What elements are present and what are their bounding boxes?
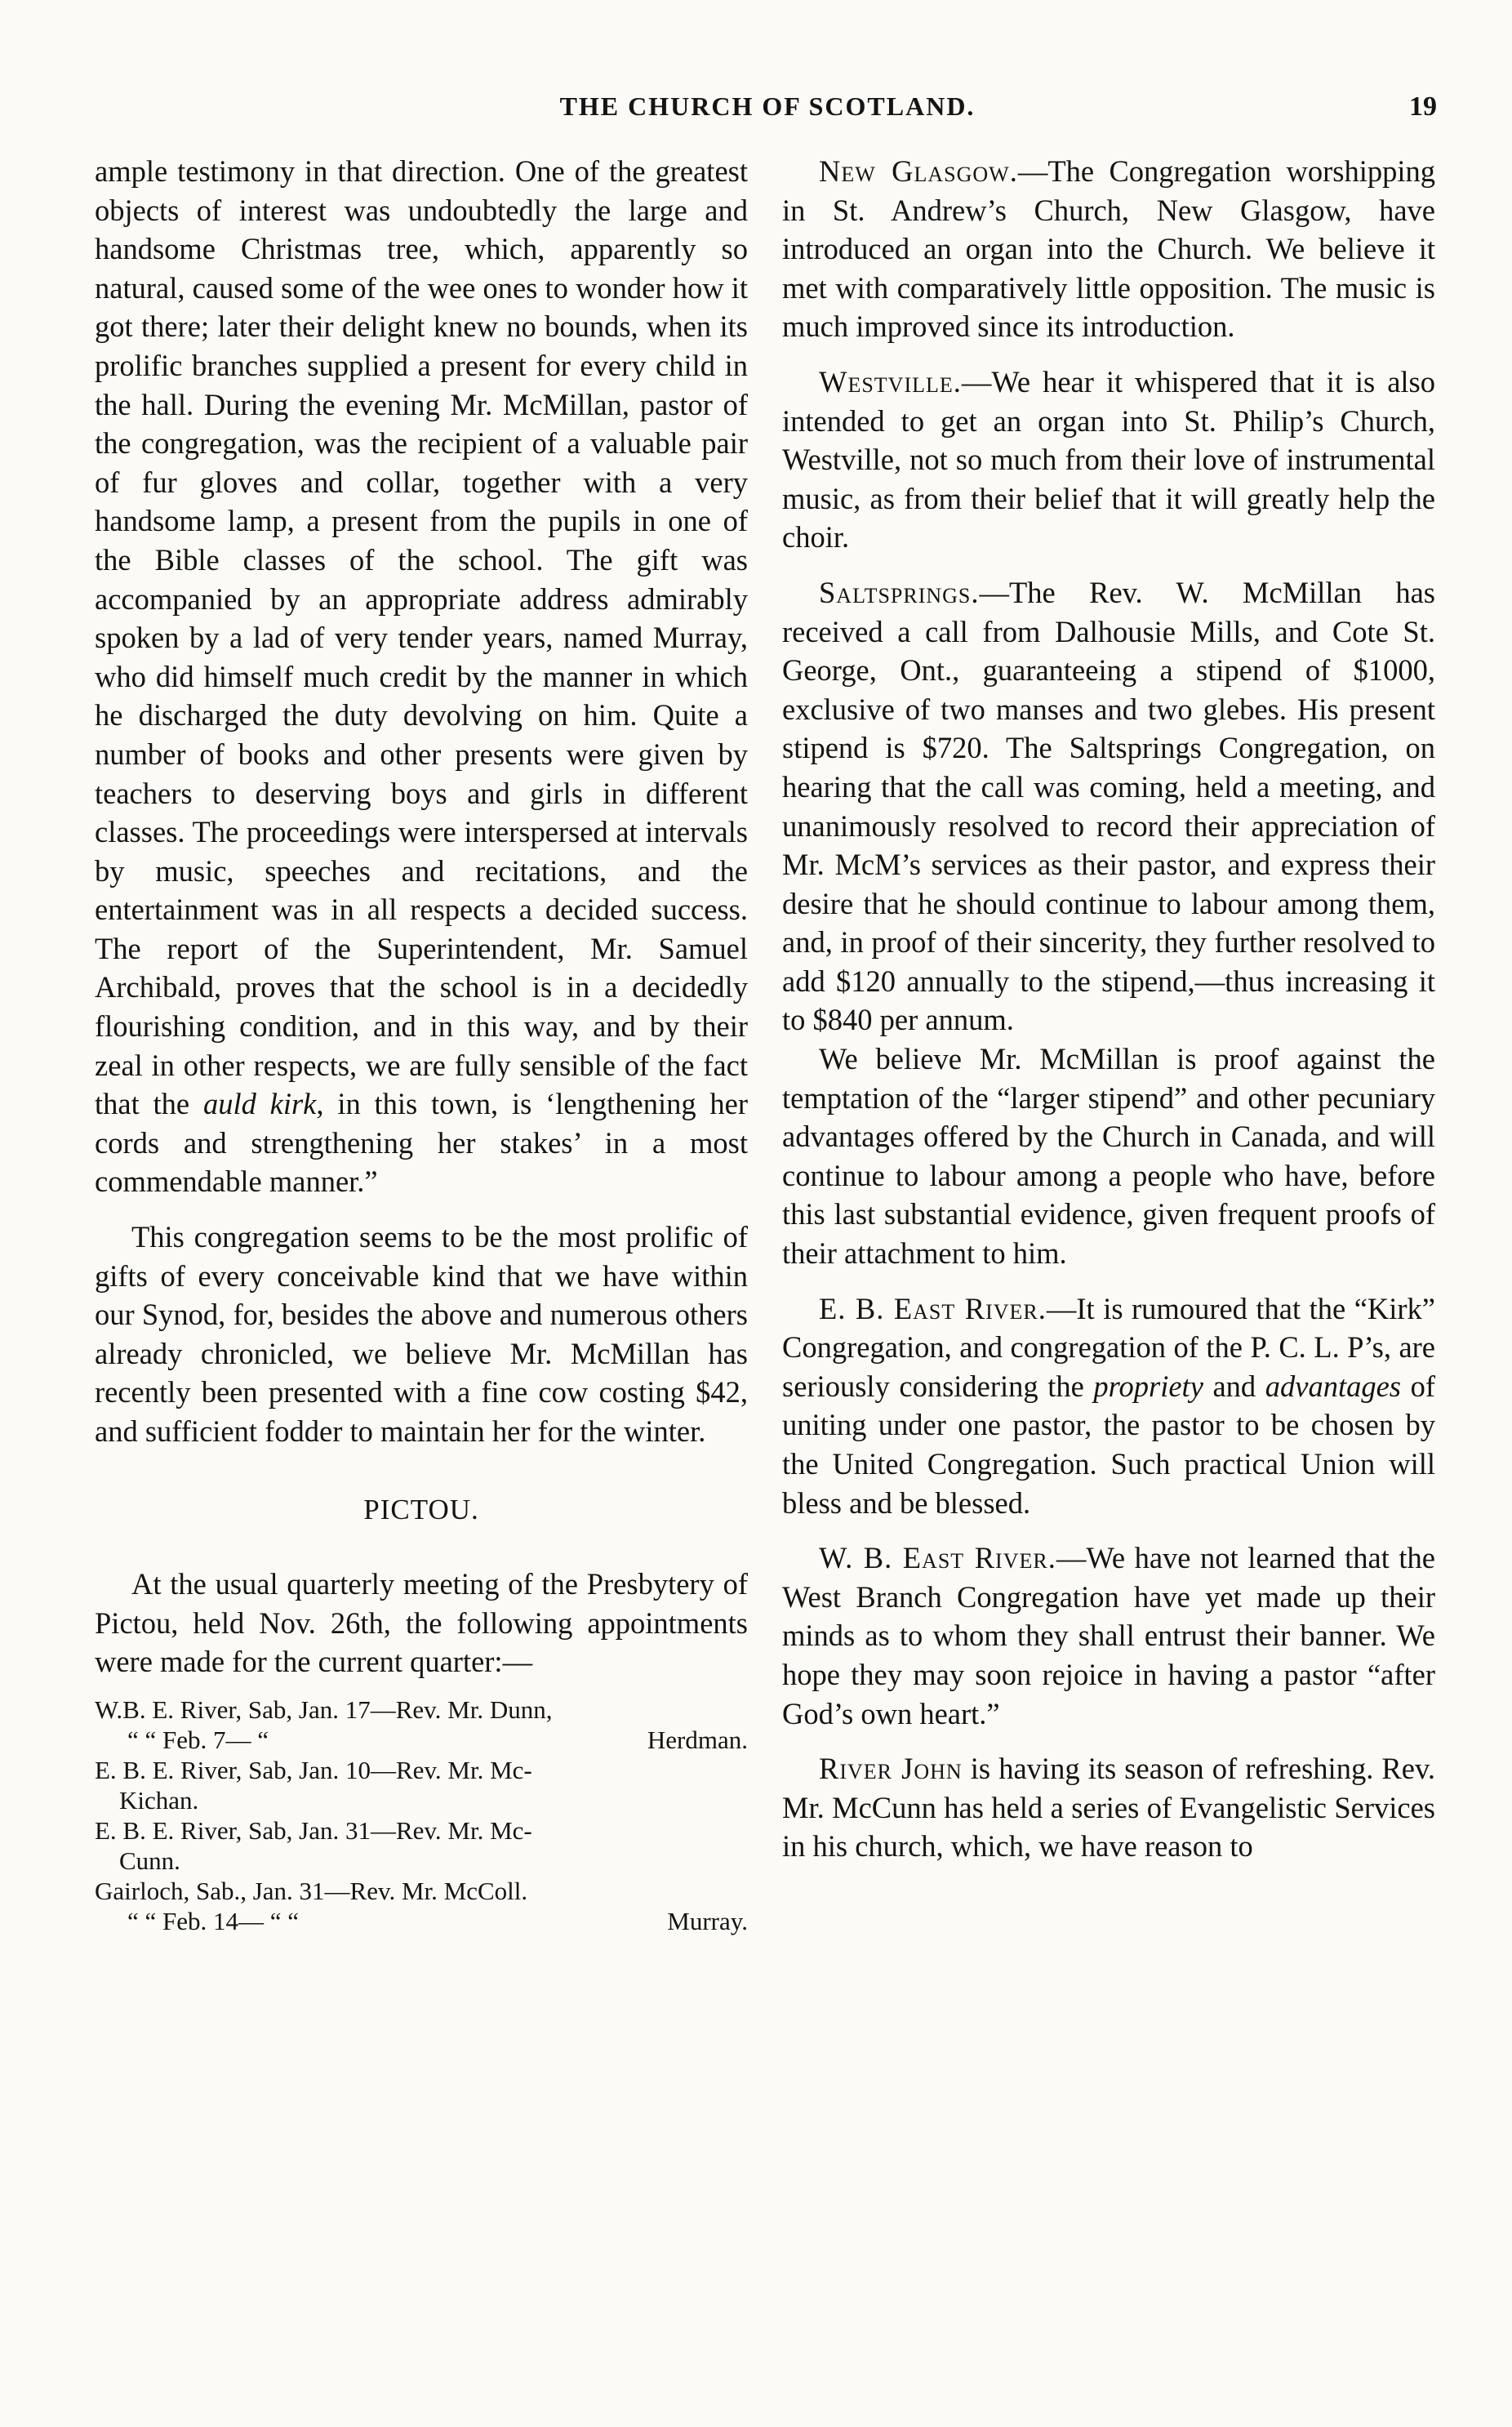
- running-head: [98, 91, 1437, 132]
- paragraph-text: —We hear it whispered that it is also intended to get an organ into St. Philip’s Church, Westville, not so much from their love of instrumental music, as from their belief that it will greatly help the choir.: [782, 364, 1435, 554]
- place-name: New Glasgow.: [819, 154, 1018, 188]
- paragraph-text: is having its season of refreshing. Rev. Mr. McCunn has held a series of Evangelistic Services in his church, which, we have reason to: [782, 1752, 1435, 1864]
- paragraph-river-john: [782, 1749, 1435, 1866]
- place-name: W. B. East River.: [819, 1541, 1056, 1575]
- appointment-line: “ “ Feb. 14— “ “ Murray.: [127, 1906, 748, 1935]
- place-name: Westville.: [819, 364, 962, 399]
- place-name: Saltsprings.: [819, 575, 980, 609]
- paragraph-eb-east-river: [782, 1289, 1435, 1523]
- paragraph-text: ample testimony in that direction. One of the greatest objects of interest was undoubtedly the large and handsome Christmas tree, which, apparently so natural, caused some of the wee ones to wonder how it got there; later their delight knew no bounds, when its prolific branches supplied a present for every child in the hall. During the evening Mr. McMillan, pastor of the congregation, was the recipient of a valuable pair of fur gloves and collar, together with a very handsome lamp, a present from the pupils in one of the Bible classes of the school. The gift was accompanied by an appropriate address admirably spoken by a lad of very tender years, named Murray, who did himself much credit by the manner in which he discharged the duty devolving on him. Quite a number of books and other presents were given by teachers to deserving boys and girls in different classes. The proceedings were interspersed at intervals by music, speeches and recitations, and the entertainment was in all respects a decided success. The report of the Superintendent, Mr. Samuel Archibald, proves that the school is in a decidedly flourishing condition, and in this way, and by their zeal in other respects, we are fully sensible of the fact that the: [95, 154, 748, 1121]
- italic-text: propriety: [1093, 1369, 1203, 1403]
- paragraph-christmas-tree: [95, 152, 748, 1201]
- paragraph-text: and: [1203, 1369, 1265, 1403]
- left-column: [95, 152, 748, 1936]
- paragraph-westville: [782, 363, 1435, 557]
- paragraph-congregation: This congregation seems to be the most prolific of gifts of every conceivable kind that we have within our Synod, for, besides the above and numerous others already chronicled, we believe Mr. McMillan has recently been presented with a fine cow costing $42, and sufficient fodder to maintain her for the winter.: [95, 1220, 748, 1448]
- paragraph-saltsprings: [782, 573, 1435, 1040]
- paragraph-wb-east-river: [782, 1539, 1435, 1733]
- appointments-list: [95, 1694, 748, 1936]
- paragraph-text: —The Rev. W. McMillan has received a call from Dalhousie Mills, and Cote St. George, Ont., guaranteeing a stipend of $1000, exclusive of two manses and two glebes. His present stipend is $720. The Saltsprings Congregation, on hearing that the call was coming, held a meeting, and unanimously resolved to record their appreciation of Mr. McM’s services as their pastor, and express their desire that he should continue to labour among them, and, in proof of their sincerity, they further resolved to add $120 annually to the stipend,—thus increasing it to $840 per annum.: [782, 575, 1435, 1037]
- italic-text: advantages: [1265, 1369, 1402, 1403]
- paragraph-text: , in this town, is ‘lengthening her cords and strengthening her stakes’ in a most commendable manner.”: [95, 1087, 749, 1199]
- section-heading-pictou: PICTOU.: [363, 1493, 479, 1525]
- appointment-line: Gairloch, Sab., Jan. 31—Rev. Mr. McColl.: [95, 1876, 528, 1905]
- paragraph-presbytery-meeting: At the usual quarterly meeting of the Presbytery of Pictou, held Nov. 26th, the following appointments were made for the current quarter:—: [95, 1567, 748, 1679]
- appointment-line: W.B. E. River, Sab, Jan. 17—Rev. Mr. Dunn,: [95, 1694, 553, 1724]
- right-column: [782, 152, 1435, 1866]
- appointment-line: Kichan.: [119, 1785, 199, 1815]
- place-name: E. B. East River.: [819, 1291, 1047, 1325]
- paragraph-text: —The Congregation worshipping in St. Andrew’s Church, New Glasgow, have introduced an organ into the Church. We believe it met with comparatively little opposition. The music is much improved since its introduction.: [782, 154, 1435, 344]
- appointment-line: E. B. E. River, Sab, Jan. 31—Rev. Mr. Mc-: [95, 1815, 532, 1845]
- page-number: 19: [1409, 91, 1437, 122]
- appointment-line: “ “ Feb. 7— “ Herdman.: [127, 1725, 748, 1754]
- paragraph-text: —It is rumoured that the “Kirk” Congregation, and congregation of the P. C. L. P’s, are seriously considering the: [782, 1291, 1436, 1403]
- paragraph-text: of uniting under one pastor, the pastor to be chosen by the United Congregation. Such practical Union will bless and be blessed.: [782, 1369, 1435, 1520]
- paragraph-mcmillan: We believe Mr. McMillan is proof against the temptation of the “larger stipend” and other pecuniary advantages offered by the Church in Canada, and will continue to labour among a people who have, before this last substantial evidence, given frequent proofs of their attachment to him.: [782, 1042, 1435, 1271]
- appointment-line: Cunn.: [119, 1846, 180, 1875]
- place-name: River John: [819, 1752, 963, 1786]
- paragraph-text: —We have not learned that the West Branch Congregation have yet made up their minds as to whom they shall entrust their banner. We hope they may soon rejoice in having a pastor “after God’s own heart.”: [782, 1541, 1435, 1730]
- paragraph-new-glasgow: [782, 152, 1435, 346]
- running-title: THE CHURCH OF SCOTLAND.: [559, 91, 976, 121]
- italic-text: auld kirk: [202, 1087, 317, 1121]
- appointment-line: E. B. E. River, Sab, Jan. 10—Rev. Mr. Mc-: [95, 1755, 532, 1784]
